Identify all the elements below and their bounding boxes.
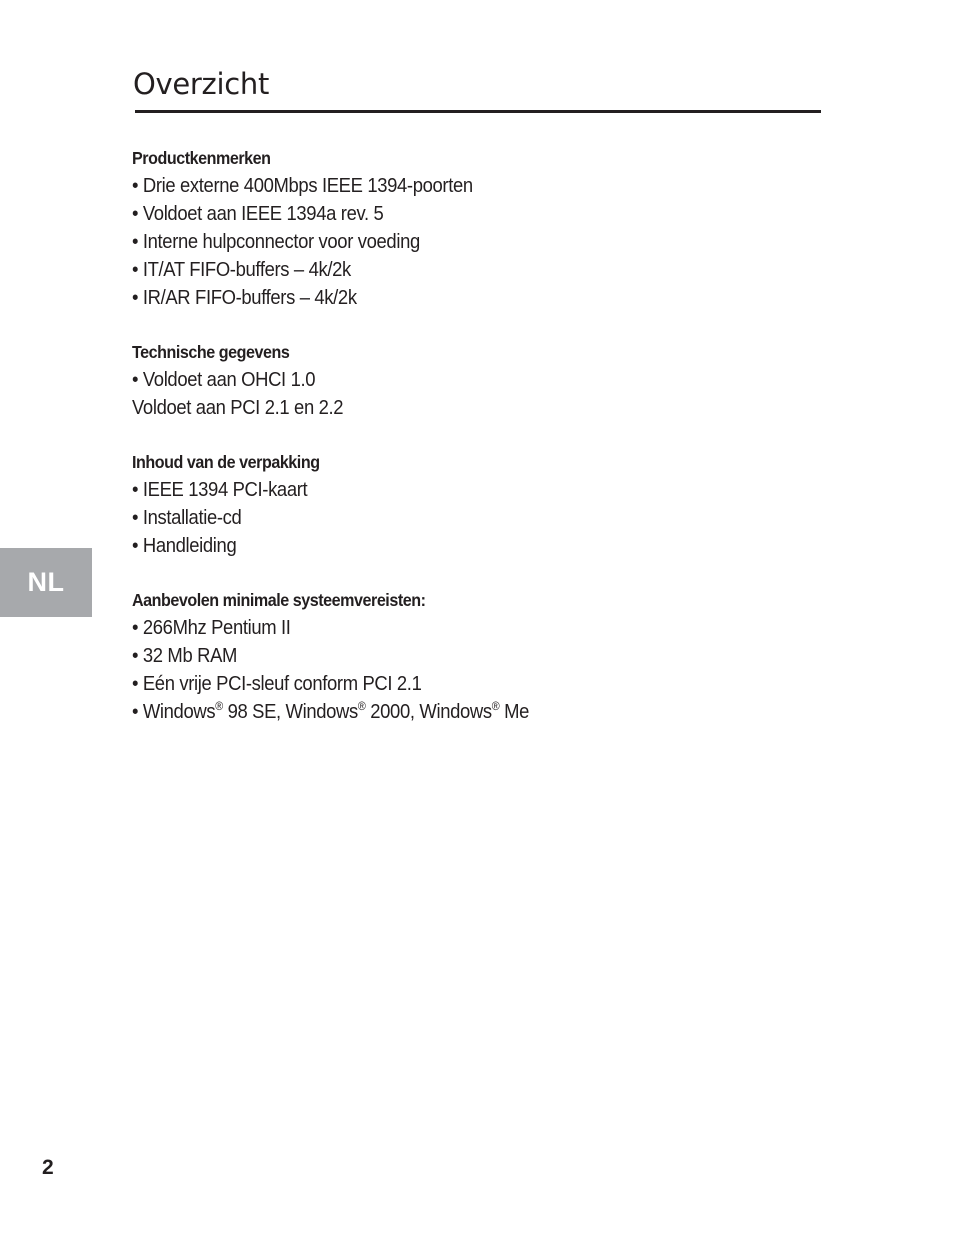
list-item: • Interne hulpconnector voor voeding [132,230,420,253]
list-item: • IEEE 1394 PCI-kaart [132,478,308,501]
list-item: Voldoet aan PCI 2.1 en 2.2 [132,396,344,419]
list-item: • 266Mhz Pentium II [132,616,291,639]
list-item: • Voldoet aan OHCI 1.0 [132,368,316,391]
language-tab-label: NL [27,567,65,597]
section-technical-specs [132,338,832,422]
list-item: • Voldoet aan IEEE 1394a rev. 5 [132,202,384,225]
section-heading: Technische gegevens [132,342,290,362]
list-item: • Eén vrije PCI-sleuf conform PCI 2.1 [132,672,422,695]
list-item: • Handleiding [132,534,237,557]
list-item: • Installatie-cd [132,506,242,529]
list-item: • 32 Mb RAM [132,644,238,667]
title-rule [135,110,821,113]
page-title: Overzicht [133,67,270,101]
section-heading: Aanbevolen minimale systeemvereisten: [132,590,426,610]
section-product-features [132,144,832,312]
list-item: • Windows® 98 SE, Windows® 2000, Windows® Me [132,699,530,723]
list-item: • Drie externe 400Mbps IEEE 1394-poorten [132,174,473,197]
language-tab [0,548,92,617]
section-system-requirements [132,586,832,726]
document-content [132,144,832,752]
section-heading: Inhoud van de verpakking [132,452,320,472]
page-number: 2 [42,1156,54,1179]
list-item: • IT/AT FIFO-buffers – 4k/2k [132,258,351,281]
list-item: • IR/AR FIFO-buffers – 4k/2k [132,286,357,309]
section-package-contents [132,448,832,560]
section-heading: Productkenmerken [132,148,271,168]
